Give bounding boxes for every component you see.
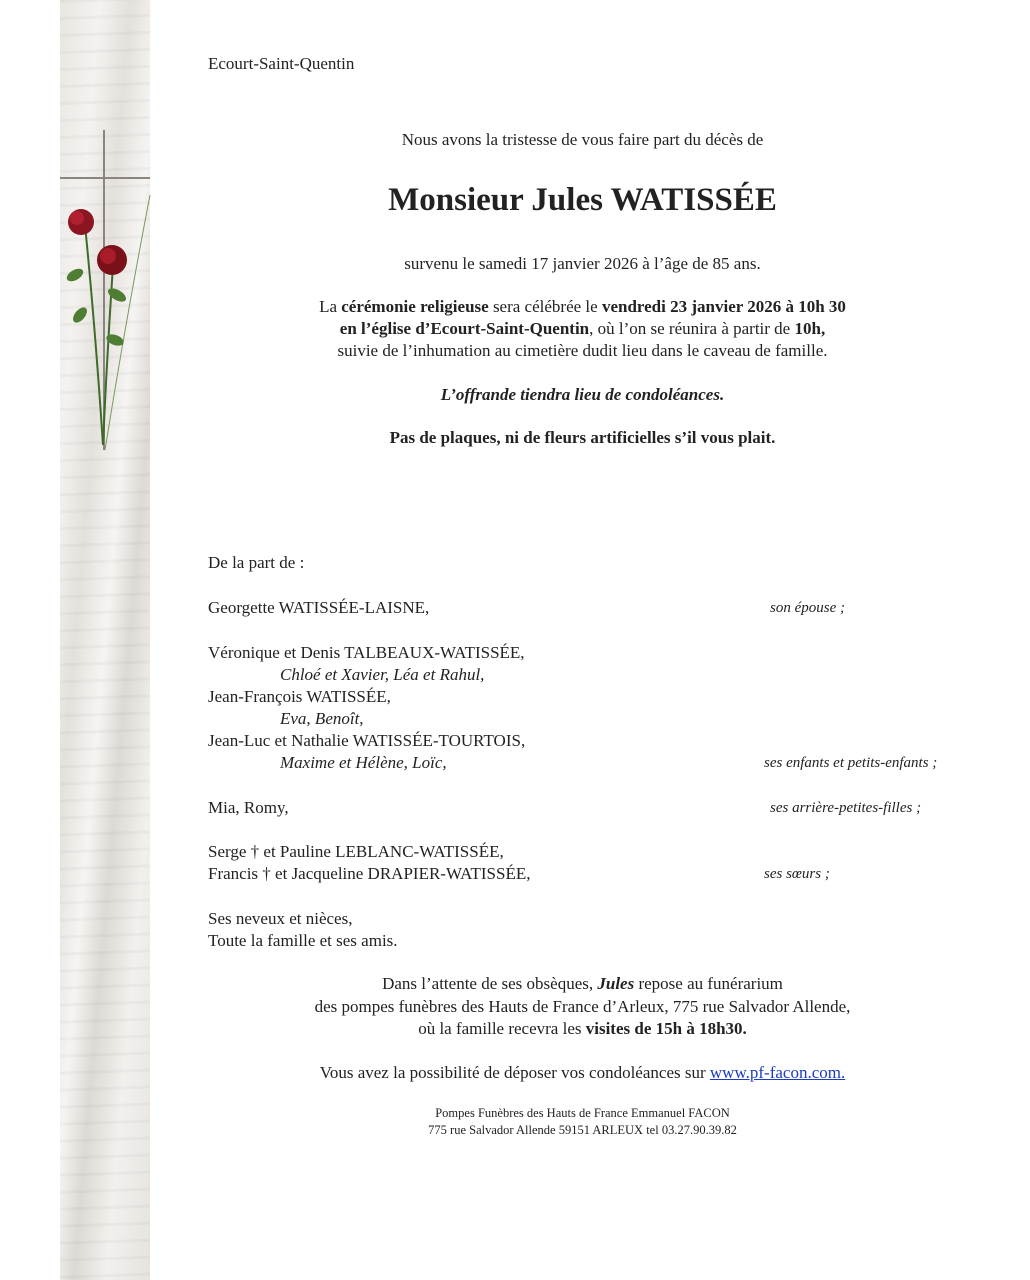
family-member: Maxime et Hélène, Loïc, [280,753,447,772]
family-member: Georgette WATISSÉE-LAISNE, [208,598,430,617]
footer-line-2: 775 rue Salvador Allende 59151 ARLEUX tel 03.27.90.39.82 [428,1123,737,1137]
family-member: Chloé et Xavier, Léa et Rahul, [280,665,485,684]
family-member: Toute la famille et ses amis. [208,931,398,950]
family-relation: ses enfants et petits-enfants ; [764,755,938,771]
rest-line-1 [0,974,1030,994]
family-member: Véronique et Denis TALBEAUX-WATISSÉE, [208,643,525,662]
rest-line-3 [0,1019,1030,1039]
from-label: De la part de : [208,553,305,572]
text: sera célébrée le [488,297,602,316]
family-relation: ses sœurs ; [764,866,830,882]
death-date: survenu le samedi 17 janvier 2026 à l’âge de 85 ans. [404,254,761,273]
rest-line-2: des pompes funèbres des Hauts de France d’Arleux, 775 rue Salvador Allende, [314,997,851,1016]
offering-note: L’offrande tiendra lieu de condoléances. [440,385,725,404]
condolences-link[interactable]: www.pf-facon.com. [709,1063,846,1082]
text: où la famille recevra les [418,1019,586,1038]
text: La [319,297,342,316]
text: 10h, [794,319,826,338]
text: Dans l’attente de ses obsèques, [382,974,598,993]
text: visites de 15h à 18h30. [585,1019,747,1038]
family-relation: son épouse ; [770,600,845,616]
text: en l’église d’Ecourt-Saint-Quentin [339,319,590,338]
text: cérémonie religieuse [341,297,489,316]
text: Vous avez la possibilité de déposer vos condoléances sur [319,1063,710,1082]
cross-rose-image [55,125,165,455]
family-member: Ses neveux et nièces, [208,909,353,928]
deceased-name: Monsieur Jules WATISSÉE [388,182,777,218]
ceremony-line-1 [0,297,1030,317]
intro-text: Nous avons la tristesse de vous faire part du décès de [401,130,764,149]
family-member: Jean-François WATISSÉE, [208,687,391,706]
footer-line-1: Pompes Funèbres des Hauts de France Emmanuel FACON [435,1106,730,1120]
no-plaques-note: Pas de plaques, ni de fleurs artificielles s’il vous plait. [389,428,776,447]
text: vendredi 23 janvier 2026 à 10h 30 [601,297,846,316]
location: Ecourt-Saint-Quentin [208,54,355,73]
text: Jules [597,974,635,993]
text: , où l’on se réunira à partir de [589,319,795,338]
ceremony-line-2 [0,319,1030,339]
ceremony-line-3: suivie de l’inhumation au cimetière dudit lieu dans le caveau de famille. [337,341,828,360]
text: repose au funérarium [634,974,783,993]
family-member: Jean-Luc et Nathalie WATISSÉE-TOURTOIS, [208,731,526,750]
family-relation: ses arrière-petites-filles ; [770,800,922,816]
family-member: Mia, Romy, [208,798,289,817]
family-member: Francis † et Jacqueline DRAPIER-WATISSÉE, [208,864,531,883]
condolences-line [0,1063,1030,1083]
family-member: Eva, Benoît, [280,709,364,728]
family-member: Serge † et Pauline LEBLANC-WATISSÉE, [208,842,504,861]
